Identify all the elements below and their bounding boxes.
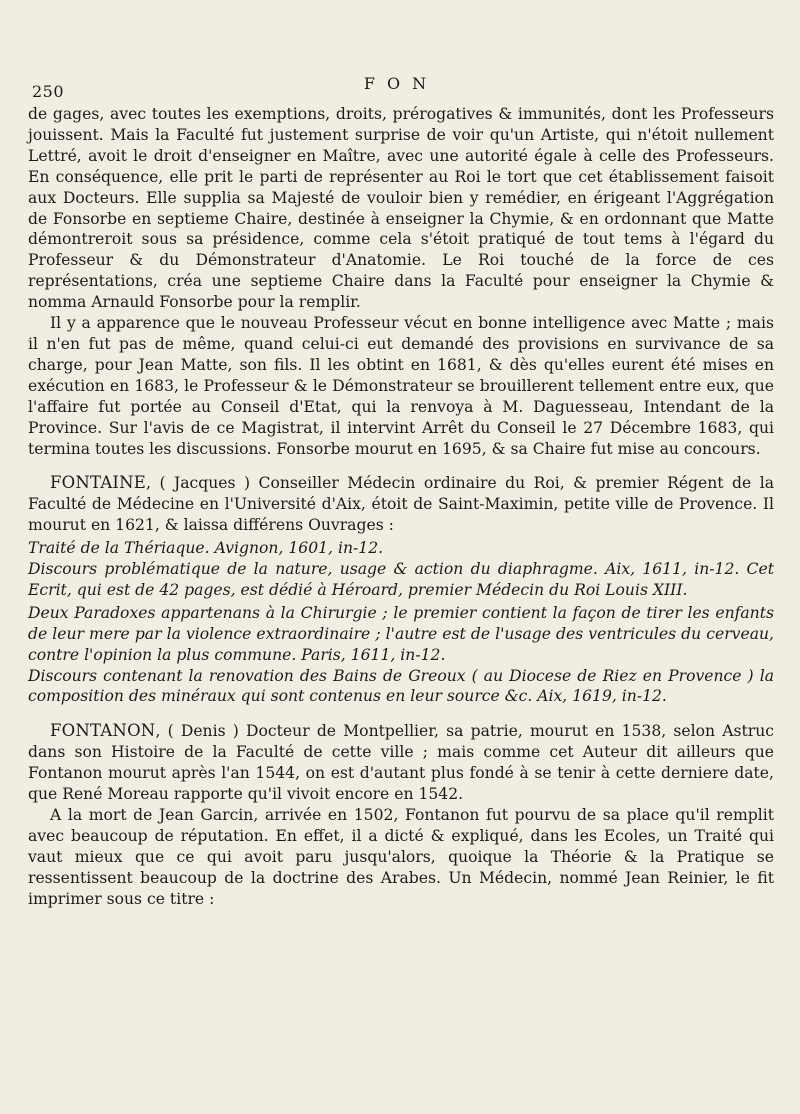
work-citation: Traité de la Thériaque. Avignon, 1601, in-12. [28, 539, 384, 558]
paragraph: Il y a apparence que le nouveau Professeur vécut en bonne intelligence avec Matte ; mais il n'en fut pas de même, quand celui-ci eut demandé des provisions en survivance de sa charge, pour Jean Matte, son fils. Il les obtint en 1681, & dès qu'elles eurent été mises en exécution en 1683, le Professeur & le Démonstrateur se brouillerent tellement entre eux, que l'affaire fut portée au Conseil d'Etat, qui la renvoya à M. Daguesseau, Intendant de la Province. Sur l'avis de ce Magistrat, il intervint Arrêt du Conseil le 27 Décembre 1683, qui termina toutes les discussions. Fonsorbe mourut en 1695, & sa Chaire fut mise au concours. [28, 314, 774, 458]
running-head: FON [363, 74, 439, 93]
body-text [28, 104, 774, 910]
entry-headword: FONTANON [50, 721, 156, 741]
page-number: 250 [32, 82, 65, 101]
entry-fontaine [28, 473, 774, 536]
entry-text: , ( Jacques ) Conseiller Médecin ordinaire du Roi, & premier Régent de la Faculté de Médecine en l'Université d'Aix, étoit de Saint-Maximin, petite ville de Provence. Il mourut en 1621, & laissa différens Ouvrages : [28, 474, 774, 535]
page-header [28, 74, 774, 104]
work-citation: Deux Paradoxes appartenans à la Chirurgie ; le premier contient la façon de tirer les enfants de leur mere par la violence extraordinaire ; l'autre est de l'usage des ventricules du cerveau, contre l'opinion la plus commune. Paris, 1611, in-12. [28, 603, 774, 664]
paragraph: de gages, avec toutes les exemptions, droits, prérogatives & immunités, dont les Professeurs jouissent. Mais la Faculté fut justement surprise de voir qu'un Artiste, qui n'étoit nullement Lettré, avoit le droit d'enseigner en Maître, avec une autorité égale à celle des Professeurs. En conséquence, elle prit le parti de représenter au Roi le tort que cet établissement faisoit aux Docteurs. Elle supplia sa Majesté de vouloir bien y remédier, en érigeant l'Aggrégation de Fonsorbe en septieme Chaire, destinée à enseigner la Chymie, & en ordonnant que Matte démontreroit sous sa présidence, comme cela s'étoit pratiqué de tout tems à l'égard du Professeur & du Démonstrateur d'Anatomie. Le Roi touché de la force de ces représentations, créa une septieme Chaire dans la Faculté pour enseigner la Chymie & nomma Arnauld Fonsorbe pour la remplir. [28, 105, 774, 312]
entry-text: , ( Denis ) Docteur de Montpellier, sa patrie, mourut en 1538, selon Astruc dans son Histoire de la Faculté de cette ville ; mais comme cet Auteur dit ailleurs que Fontanon mourut après l'an 1544, on est d'autant plus fondé à se tenir à cette derniere date, que René Moreau rapporte qu'il vivoit encore en 1542. [28, 722, 774, 804]
paragraph: A la mort de Jean Garcin, arrivée en 1502, Fontanon fut pourvu de sa place qu'il remplit avec beaucoup de réputation. En effet, il a dicté & expliqué, dans les Ecoles, un Traité qui vaut mieux que ce qui avoit paru jusqu'alors, quoique la Théorie & la Pratique se ressentissent beaucoup de la doctrine des Arabes. Un Médecin, nommé Jean Reinier, le fit imprimer sous ce titre : [28, 806, 774, 908]
entry-headword: FONTAINE [50, 473, 147, 493]
entry-fontanon [28, 721, 774, 805]
work-citation: Discours problématique de la nature, usage & action du diaphragme. Aix, 1611, in-12. Cet Ecrit, qui est de 42 pages, est dédié à Héroard, premier Médecin du Roi Louis XIII. [28, 560, 774, 599]
work-citation: Discours contenant la renovation des Bains de Greoux ( au Diocese de Riez en Provence ) la composition des minéraux qui sont contenus en leur source &c. Aix, 1619, in-12. [28, 666, 774, 706]
